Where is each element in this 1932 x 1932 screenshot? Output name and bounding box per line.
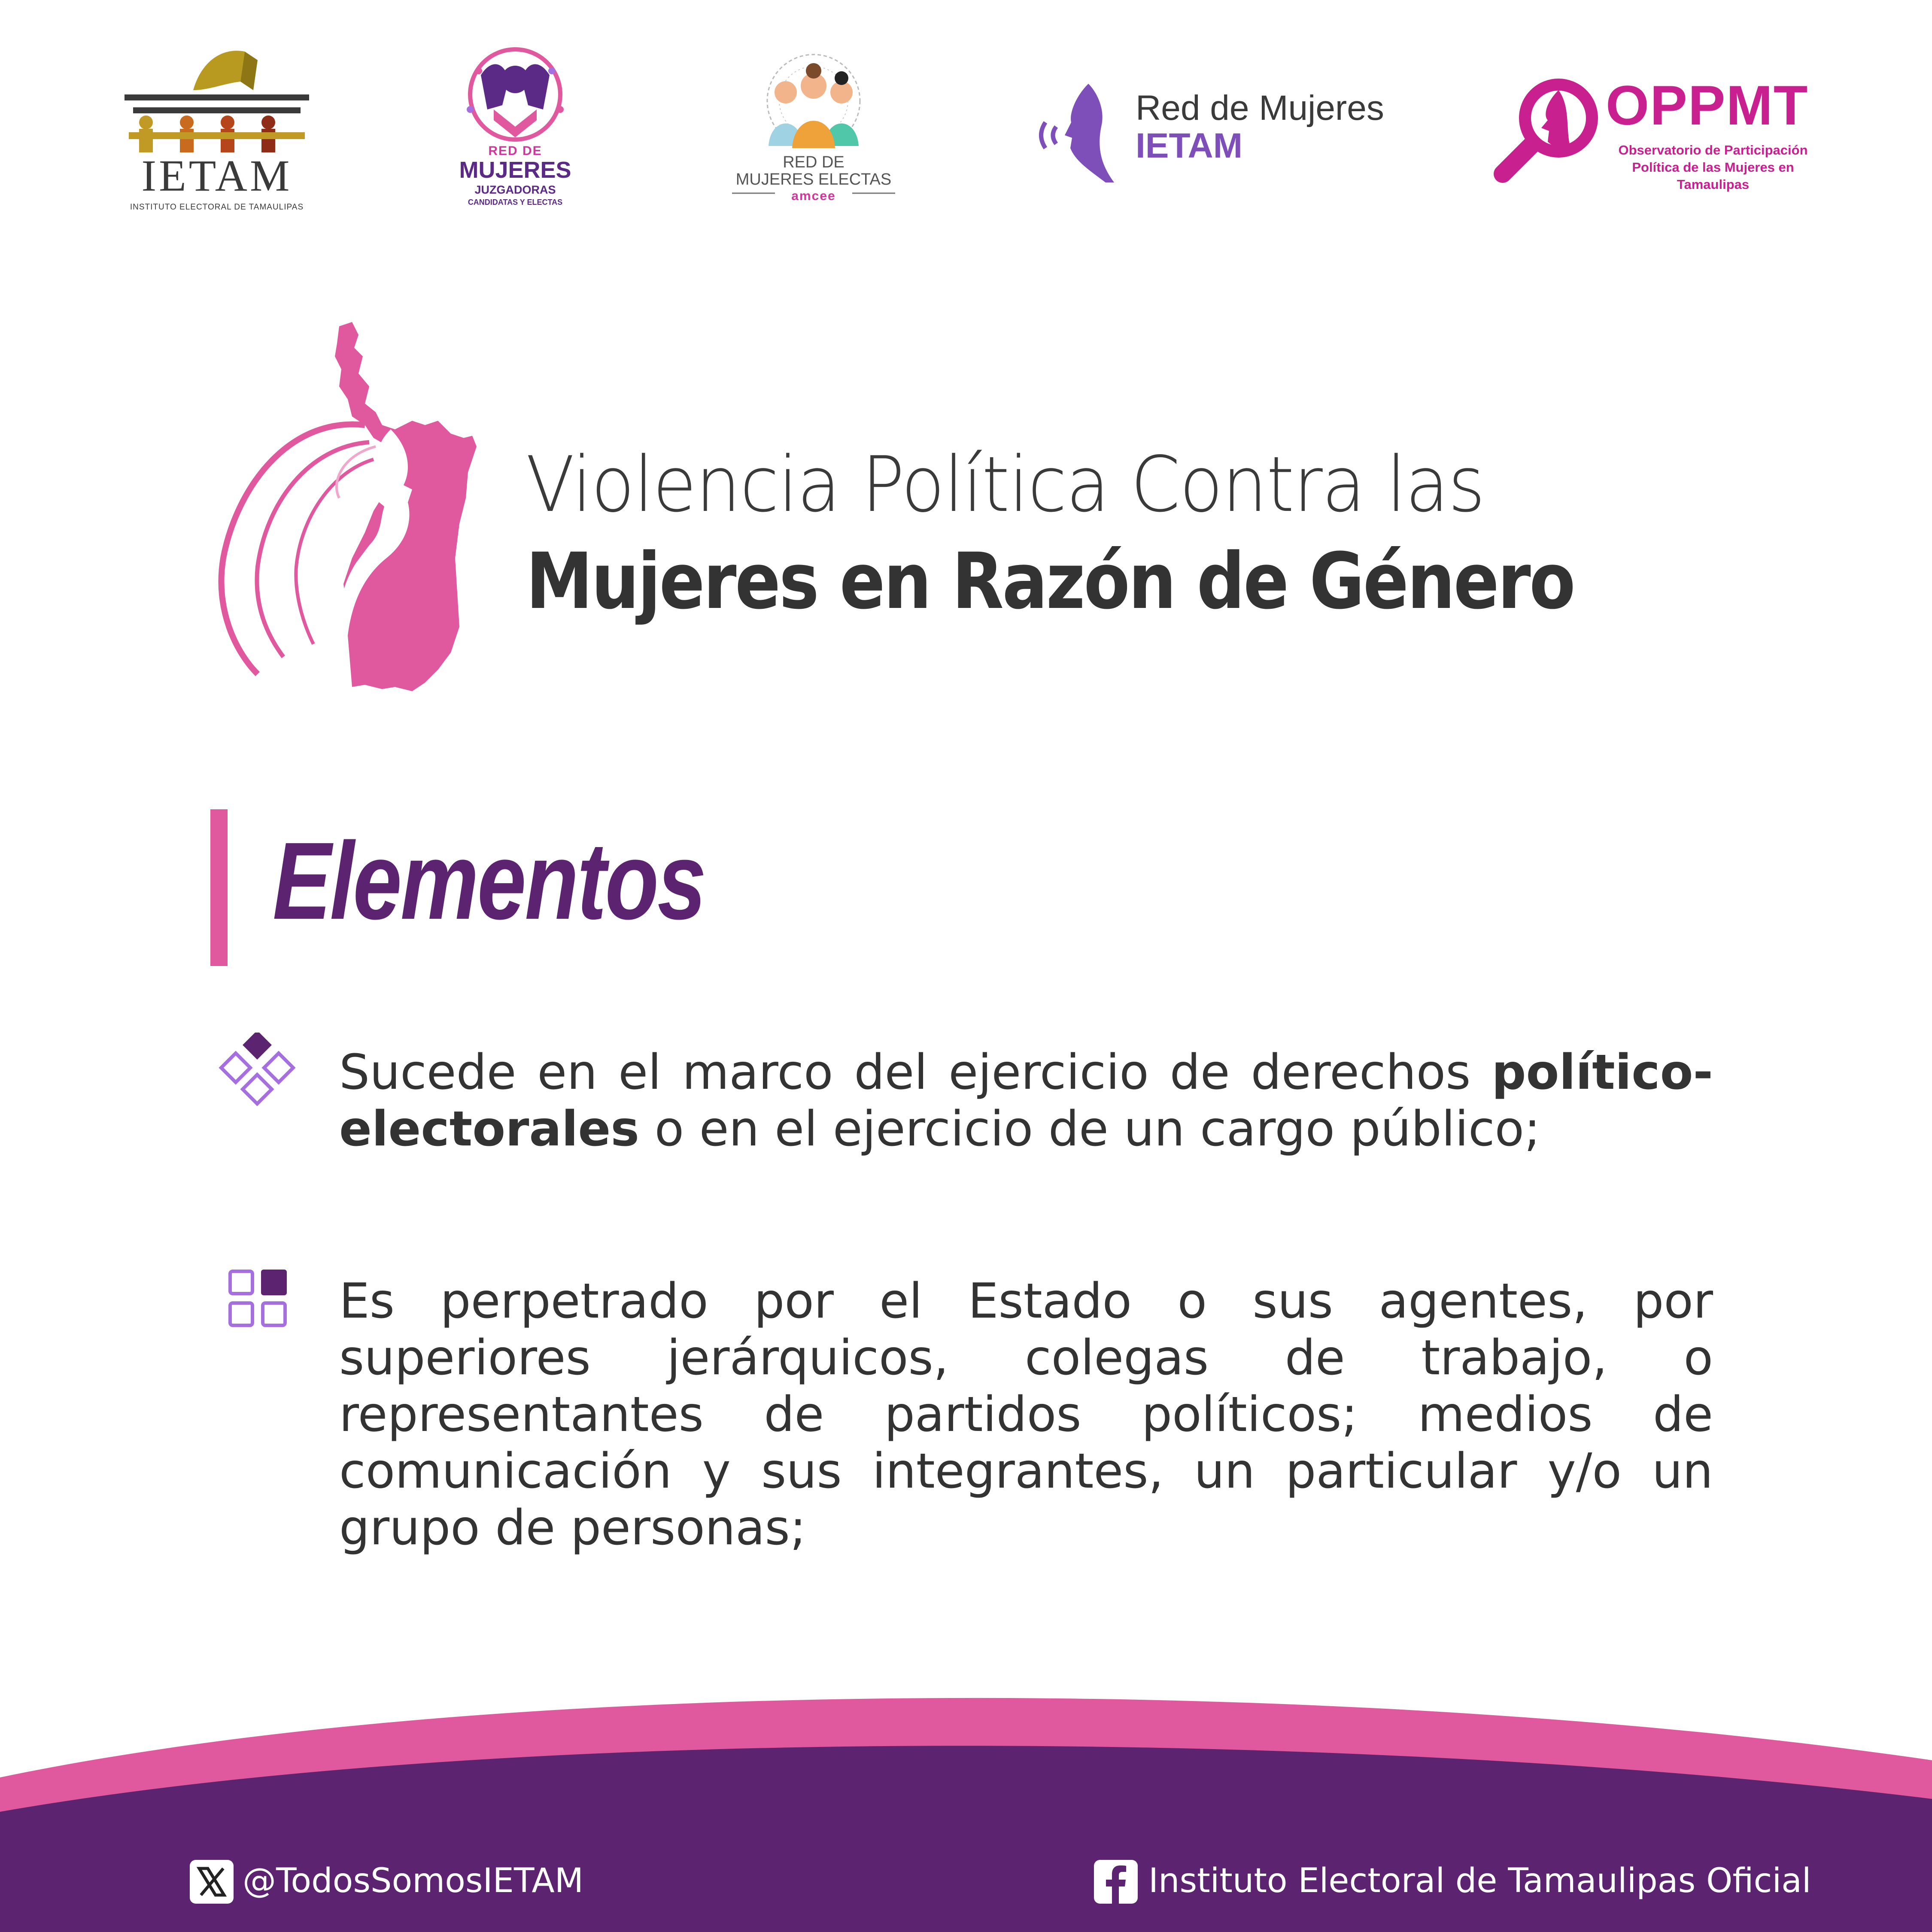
oppmt-desc-3: Tamaulipas [1677,177,1750,192]
grid-squares-icon [228,1269,288,1329]
facebook-icon[interactable] [1094,1860,1138,1904]
juz-line3: JUZGADORAS [474,183,556,196]
oppmt-description [1606,142,1820,193]
ietam-subtitle: INSTITUTO ELECTORAL DE TAMAULIPAS [130,203,304,212]
item-1-text-a: Sucede en el marco del ejercicio de derechos [339,1045,1492,1100]
title-line-1: Violencia Política Contra las [526,440,1485,529]
section-accent-bar [210,809,228,966]
oppmt-desc-2: Política de las Mujeres en [1632,160,1794,175]
oppmt-wordmark: OPPMT [1606,74,1809,137]
item-1-text [339,1044,1713,1157]
ietam-logo [116,43,318,215]
ietam-wordmark: IETAM [141,151,292,200]
diamond-cluster-icon [217,1033,298,1112]
magnifier-profile-icon [1490,77,1601,185]
ietam-emblem-icon [116,43,318,155]
facebook-page-link[interactable]: Instituto Electoral de Tamaulipas Oficial [1148,1862,1811,1900]
x-handle-link[interactable]: @TodosSomosIETAM [243,1862,584,1900]
women-network-icon [723,47,904,150]
amcee-line1-b: MUJERES ELECTAS [735,170,892,188]
red-mujeres-ietam-logo [1028,79,1415,191]
item-2-text: Es perpetrado por el Estado o sus agentes, por superiores jerárquicos, colegas de trabajo, o representantes de partidos políticos; medios de comunicación y sus integrantes, un particular y/o un grupo de personas; [339,1273,1713,1556]
women-circle-icon [444,45,586,144]
red-juzgadoras-logo [444,45,586,217]
amcee-line1 [723,154,904,188]
oppmt-desc-1: Observatorio de Participación [1618,143,1808,158]
red-ietam-line2: IETAM [1136,126,1243,165]
section-heading: Elementos [273,820,705,942]
woman-profile-sound-icon [1028,79,1131,187]
title-line-2: Mujeres en Razón de Género [526,537,1574,626]
juz-line4: CANDIDATAS Y ELECTAS [468,198,563,207]
juz-line1: RED DE [488,144,542,158]
oppmt-logo [1490,74,1833,192]
item-1-text-bold: político-electorales [339,1045,1713,1157]
amcee-brand: amcee [791,189,836,203]
amcee-line1-a: RED DE [783,153,844,171]
red-mujeres-electas-logo [723,47,904,215]
juz-line2: MUJERES [459,157,571,183]
woman-tamaulipas-emblem-icon [210,318,519,696]
x-logo-icon[interactable] [190,1860,234,1904]
red-ietam-line1: Red de Mujeres [1136,88,1384,128]
item-1-text-b: o en el ejercicio de un cargo público; [639,1101,1540,1157]
